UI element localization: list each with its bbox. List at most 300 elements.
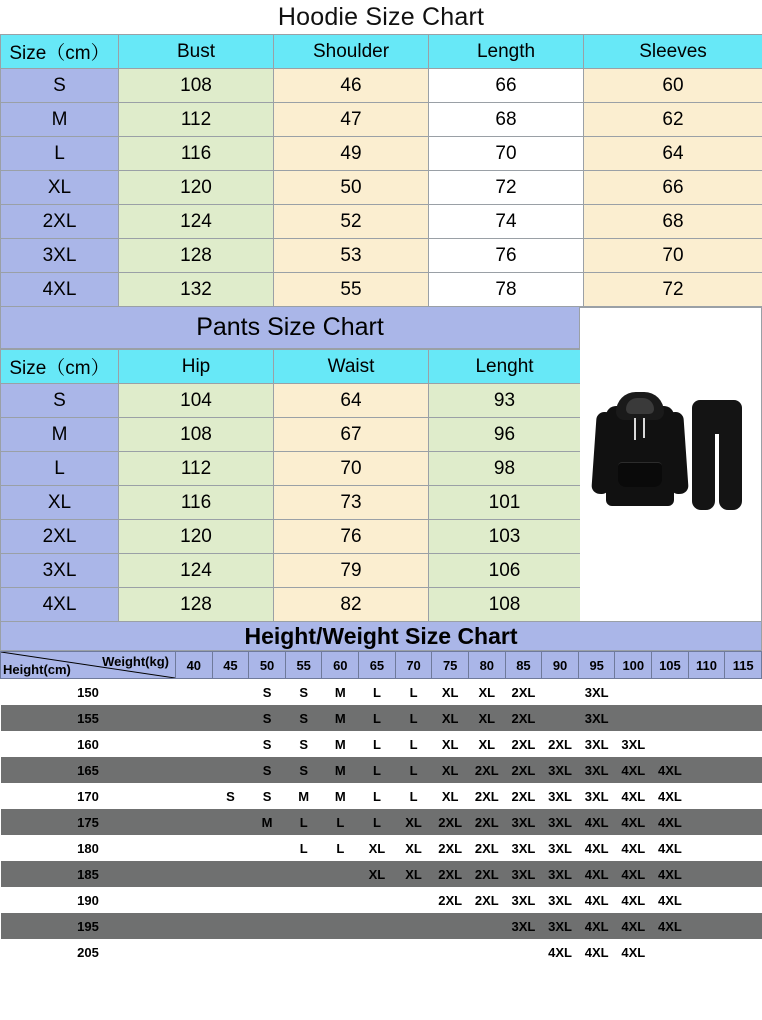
size-cell: 3XL — [505, 887, 542, 913]
table-row — [1, 554, 581, 588]
size-cell: 3XL — [578, 705, 615, 731]
matrix-row — [1, 757, 762, 783]
size-cell: 3XL — [615, 731, 652, 757]
measurement-cell: 66 — [429, 69, 584, 103]
measurement-cell: 67 — [274, 418, 429, 452]
height-row-header: 175 — [1, 809, 176, 835]
table-row — [1, 103, 762, 137]
size-cell — [725, 679, 762, 706]
measurement-cell: 66 — [584, 171, 762, 205]
size-cell: 4XL — [615, 809, 652, 835]
size-cell: 2XL — [468, 757, 505, 783]
size-cell — [725, 757, 762, 783]
measurement-cell: 68 — [429, 103, 584, 137]
measurement-cell: 70 — [274, 452, 429, 486]
size-cell: 2XL — [505, 783, 542, 809]
size-cell — [175, 835, 212, 861]
column-header: Length — [429, 35, 584, 69]
measurement-cell: 78 — [429, 273, 584, 307]
measurement-cell: 128 — [119, 239, 274, 273]
size-label-cell: S — [1, 69, 119, 103]
size-cell — [249, 913, 286, 939]
size-cell — [175, 809, 212, 835]
size-cell — [725, 835, 762, 861]
pants-table — [0, 349, 581, 622]
table-row — [1, 205, 762, 239]
weight-column-header: 80 — [468, 652, 505, 679]
size-cell — [615, 679, 652, 706]
size-cell: 2XL — [505, 705, 542, 731]
matrix-row — [1, 679, 762, 706]
measurement-cell: 101 — [429, 486, 581, 520]
column-header: Hip — [119, 350, 274, 384]
measurement-cell: 93 — [429, 384, 581, 418]
measurement-cell: 46 — [274, 69, 429, 103]
size-cell — [212, 809, 249, 835]
measurement-cell: 103 — [429, 520, 581, 554]
size-label-cell: M — [1, 103, 119, 137]
height-row-header: 160 — [1, 731, 176, 757]
size-cell — [285, 887, 322, 913]
column-header: Size（cm） — [1, 35, 119, 69]
size-cell — [175, 757, 212, 783]
axis-corner-cell — [1, 652, 176, 679]
measurement-cell: 104 — [119, 384, 274, 418]
size-cell — [688, 835, 725, 861]
weight-column-header: 70 — [395, 652, 432, 679]
column-header: Size（cm） — [1, 350, 119, 384]
size-cell: 4XL — [652, 783, 689, 809]
size-label-cell: 4XL — [1, 273, 119, 307]
measurement-cell: 64 — [584, 137, 762, 171]
size-label-cell: 3XL — [1, 239, 119, 273]
size-cell — [652, 705, 689, 731]
table-row — [1, 273, 762, 307]
size-cell: L — [322, 809, 359, 835]
size-cell: M — [249, 809, 286, 835]
size-cell: 2XL — [505, 731, 542, 757]
size-cell: 4XL — [615, 783, 652, 809]
size-cell: S — [249, 679, 286, 706]
height-row-header: 190 — [1, 887, 176, 913]
size-cell: 2XL — [432, 887, 469, 913]
measurement-cell: 53 — [274, 239, 429, 273]
size-cell: S — [249, 705, 286, 731]
table-row — [1, 486, 581, 520]
size-cell: L — [285, 835, 322, 861]
size-cell: S — [285, 679, 322, 706]
size-label-cell: L — [1, 137, 119, 171]
size-cell: 2XL — [468, 783, 505, 809]
column-header: Bust — [119, 35, 274, 69]
measurement-cell: 79 — [274, 554, 429, 588]
matrix-row — [1, 887, 762, 913]
measurement-cell: 52 — [274, 205, 429, 239]
measurement-cell: 116 — [119, 137, 274, 171]
size-cell: 4XL — [578, 887, 615, 913]
height-weight-table — [0, 651, 762, 965]
measurement-cell: 47 — [274, 103, 429, 137]
size-cell: 4XL — [578, 939, 615, 965]
column-header: Waist — [274, 350, 429, 384]
measurement-cell: 124 — [119, 554, 274, 588]
product-image — [580, 307, 762, 622]
size-cell — [725, 705, 762, 731]
size-cell — [285, 939, 322, 965]
measurement-cell: 128 — [119, 588, 274, 622]
matrix-header-row — [1, 652, 762, 679]
measurement-cell: 98 — [429, 452, 581, 486]
size-cell — [285, 861, 322, 887]
weight-column-header: 110 — [688, 652, 725, 679]
size-cell — [249, 939, 286, 965]
measurement-cell: 108 — [119, 69, 274, 103]
size-cell — [212, 757, 249, 783]
size-cell — [395, 939, 432, 965]
size-cell — [688, 679, 725, 706]
size-cell — [359, 913, 396, 939]
size-cell: L — [359, 731, 396, 757]
size-label-cell: 3XL — [1, 554, 119, 588]
size-cell — [468, 913, 505, 939]
weight-column-header: 75 — [432, 652, 469, 679]
hoodie-title: Hoodie Size Chart — [277, 3, 485, 31]
size-cell — [688, 731, 725, 757]
size-cell: 2XL — [468, 835, 505, 861]
height-weight-title: Height/Weight Size Chart — [244, 622, 518, 649]
size-cell: 3XL — [542, 913, 579, 939]
column-header: Shoulder — [274, 35, 429, 69]
measurement-cell: 108 — [429, 588, 581, 622]
size-cell: M — [285, 783, 322, 809]
size-cell — [505, 939, 542, 965]
size-cell — [175, 913, 212, 939]
size-cell — [212, 731, 249, 757]
measurement-cell: 116 — [119, 486, 274, 520]
size-label-cell: L — [1, 452, 119, 486]
table-header-row — [1, 350, 581, 384]
table-row — [1, 588, 581, 622]
size-cell: 3XL — [542, 835, 579, 861]
size-cell: XL — [468, 679, 505, 706]
size-cell: L — [395, 783, 432, 809]
table-row — [1, 69, 762, 103]
table-row — [1, 418, 581, 452]
table-header-row — [1, 35, 762, 69]
size-cell — [249, 835, 286, 861]
table-row — [1, 239, 762, 273]
size-cell: XL — [468, 705, 505, 731]
weight-column-header: 85 — [505, 652, 542, 679]
size-cell — [725, 939, 762, 965]
weight-column-header: 100 — [615, 652, 652, 679]
size-cell: L — [359, 809, 396, 835]
size-cell: 4XL — [542, 939, 579, 965]
size-label-cell: 4XL — [1, 588, 119, 622]
size-cell: 4XL — [578, 913, 615, 939]
size-cell — [395, 913, 432, 939]
size-cell: 4XL — [652, 835, 689, 861]
weight-column-header: 105 — [652, 652, 689, 679]
size-cell: 2XL — [505, 757, 542, 783]
size-cell — [688, 939, 725, 965]
measurement-cell: 82 — [274, 588, 429, 622]
size-cell: 3XL — [578, 783, 615, 809]
size-cell — [725, 783, 762, 809]
size-cell: 3XL — [505, 835, 542, 861]
size-cell — [652, 731, 689, 757]
size-cell: 4XL — [615, 939, 652, 965]
size-cell — [688, 861, 725, 887]
matrix-row — [1, 835, 762, 861]
weight-column-header: 40 — [175, 652, 212, 679]
size-cell: 4XL — [578, 861, 615, 887]
table-row — [1, 452, 581, 486]
size-cell: S — [212, 783, 249, 809]
height-row-header: 150 — [1, 679, 176, 706]
size-cell: 4XL — [615, 835, 652, 861]
size-cell: XL — [432, 731, 469, 757]
size-cell: 2XL — [468, 809, 505, 835]
size-cell — [615, 705, 652, 731]
size-cell — [359, 887, 396, 913]
size-cell: XL — [432, 783, 469, 809]
size-cell: 4XL — [578, 835, 615, 861]
weight-column-header: 90 — [542, 652, 579, 679]
size-cell — [542, 679, 579, 706]
matrix-row — [1, 809, 762, 835]
table-row — [1, 171, 762, 205]
size-cell — [212, 939, 249, 965]
size-cell — [359, 939, 396, 965]
size-cell: 4XL — [652, 913, 689, 939]
size-cell: XL — [395, 809, 432, 835]
size-cell — [175, 887, 212, 913]
size-cell: 3XL — [542, 757, 579, 783]
size-cell: 2XL — [432, 835, 469, 861]
size-cell — [175, 705, 212, 731]
size-cell: 2XL — [505, 679, 542, 706]
height-row-header: 165 — [1, 757, 176, 783]
pants-title: Pants Size Chart — [196, 313, 384, 341]
size-label-cell: 2XL — [1, 205, 119, 239]
size-cell — [468, 939, 505, 965]
size-cell — [175, 861, 212, 887]
size-cell: XL — [359, 835, 396, 861]
size-cell: 4XL — [652, 757, 689, 783]
size-cell: 2XL — [468, 887, 505, 913]
size-cell — [212, 679, 249, 706]
measurement-cell: 62 — [584, 103, 762, 137]
size-cell: M — [322, 705, 359, 731]
size-cell — [725, 913, 762, 939]
size-cell: S — [285, 757, 322, 783]
matrix-row — [1, 705, 762, 731]
size-label-cell: XL — [1, 486, 119, 520]
hoodie-table — [0, 34, 762, 307]
size-cell: 4XL — [652, 887, 689, 913]
size-cell — [688, 887, 725, 913]
measurement-cell: 64 — [274, 384, 429, 418]
height-row-header: 155 — [1, 705, 176, 731]
size-cell: 4XL — [652, 809, 689, 835]
size-cell: 3XL — [542, 861, 579, 887]
height-row-header: 180 — [1, 835, 176, 861]
matrix-row — [1, 913, 762, 939]
size-label-cell: XL — [1, 171, 119, 205]
size-cell — [212, 887, 249, 913]
measurement-cell: 112 — [119, 452, 274, 486]
size-cell: XL — [359, 861, 396, 887]
size-cell: 2XL — [432, 809, 469, 835]
size-cell — [175, 679, 212, 706]
pants-section — [0, 307, 762, 622]
size-cell — [175, 783, 212, 809]
measurement-cell: 68 — [584, 205, 762, 239]
size-cell: 3XL — [542, 809, 579, 835]
measurement-cell: 55 — [274, 273, 429, 307]
size-cell: L — [359, 783, 396, 809]
size-cell: L — [395, 757, 432, 783]
size-cell: S — [285, 705, 322, 731]
height-axis-label: Height(cm) — [3, 662, 71, 677]
size-cell — [688, 705, 725, 731]
weight-column-header: 45 — [212, 652, 249, 679]
size-cell: 4XL — [615, 913, 652, 939]
table-row — [1, 520, 581, 554]
size-cell: 4XL — [615, 861, 652, 887]
size-cell — [688, 783, 725, 809]
measurement-cell: 120 — [119, 520, 274, 554]
measurement-cell: 112 — [119, 103, 274, 137]
weight-column-header: 60 — [322, 652, 359, 679]
size-cell — [322, 861, 359, 887]
weight-column-header: 115 — [725, 652, 762, 679]
size-cell: L — [395, 731, 432, 757]
hoodie-pants-illustration — [580, 308, 761, 621]
measurement-cell: 76 — [429, 239, 584, 273]
matrix-row — [1, 939, 762, 965]
measurement-cell: 106 — [429, 554, 581, 588]
size-cell — [322, 887, 359, 913]
size-cell — [542, 705, 579, 731]
size-cell — [249, 861, 286, 887]
measurement-cell: 108 — [119, 418, 274, 452]
size-cell: L — [322, 835, 359, 861]
pants-icon — [688, 400, 750, 512]
size-cell: L — [395, 679, 432, 706]
measurement-cell: 49 — [274, 137, 429, 171]
measurement-cell: 70 — [429, 137, 584, 171]
size-label-cell: S — [1, 384, 119, 418]
size-cell — [322, 939, 359, 965]
measurement-cell: 120 — [119, 171, 274, 205]
size-cell — [285, 913, 322, 939]
weight-column-header: 95 — [578, 652, 615, 679]
matrix-row — [1, 861, 762, 887]
size-cell — [432, 913, 469, 939]
size-cell — [688, 809, 725, 835]
size-cell: 3XL — [578, 731, 615, 757]
weight-column-header: 55 — [285, 652, 322, 679]
size-cell — [212, 913, 249, 939]
size-cell: L — [395, 705, 432, 731]
weight-column-header: 65 — [359, 652, 396, 679]
size-cell: L — [359, 705, 396, 731]
height-weight-title-band — [0, 622, 762, 651]
size-label-cell: 2XL — [1, 520, 119, 554]
column-header: Sleeves — [584, 35, 762, 69]
size-cell: 4XL — [578, 809, 615, 835]
size-cell: 3XL — [542, 783, 579, 809]
measurement-cell: 74 — [429, 205, 584, 239]
size-cell — [725, 887, 762, 913]
measurement-cell: 70 — [584, 239, 762, 273]
pants-title-band — [0, 307, 580, 349]
table-row — [1, 137, 762, 171]
size-cell: XL — [432, 679, 469, 706]
size-cell: XL — [395, 835, 432, 861]
size-cell: 2XL — [468, 861, 505, 887]
size-cell: M — [322, 757, 359, 783]
size-cell: XL — [468, 731, 505, 757]
size-cell — [175, 731, 212, 757]
size-cell: L — [359, 757, 396, 783]
measurement-cell: 73 — [274, 486, 429, 520]
size-cell — [688, 757, 725, 783]
height-row-header: 195 — [1, 913, 176, 939]
size-cell — [249, 887, 286, 913]
height-row-header: 185 — [1, 861, 176, 887]
table-row — [1, 384, 581, 418]
measurement-cell: 132 — [119, 273, 274, 307]
size-cell: 3XL — [578, 679, 615, 706]
size-cell: L — [285, 809, 322, 835]
hoodie-section — [0, 0, 762, 307]
size-cell — [322, 913, 359, 939]
size-cell: 2XL — [542, 731, 579, 757]
size-cell: 3XL — [542, 887, 579, 913]
matrix-row — [1, 783, 762, 809]
size-cell — [652, 939, 689, 965]
size-cell: M — [322, 731, 359, 757]
size-cell: 3XL — [505, 809, 542, 835]
size-cell — [725, 861, 762, 887]
size-cell — [212, 861, 249, 887]
size-cell — [395, 887, 432, 913]
size-cell — [725, 731, 762, 757]
measurement-cell: 72 — [429, 171, 584, 205]
weight-column-header: 50 — [249, 652, 286, 679]
size-cell: L — [359, 679, 396, 706]
weight-axis-label: Weight(kg) — [102, 654, 169, 669]
size-cell: XL — [432, 705, 469, 731]
size-cell: 4XL — [615, 887, 652, 913]
matrix-row — [1, 731, 762, 757]
measurement-cell: 124 — [119, 205, 274, 239]
size-cell — [652, 679, 689, 706]
size-cell: S — [249, 783, 286, 809]
size-cell — [175, 939, 212, 965]
size-cell: S — [285, 731, 322, 757]
measurement-cell: 50 — [274, 171, 429, 205]
size-cell — [688, 913, 725, 939]
size-cell: 4XL — [615, 757, 652, 783]
size-cell: XL — [432, 757, 469, 783]
size-cell: M — [322, 783, 359, 809]
hoodie-icon — [594, 390, 686, 508]
height-row-header: 170 — [1, 783, 176, 809]
